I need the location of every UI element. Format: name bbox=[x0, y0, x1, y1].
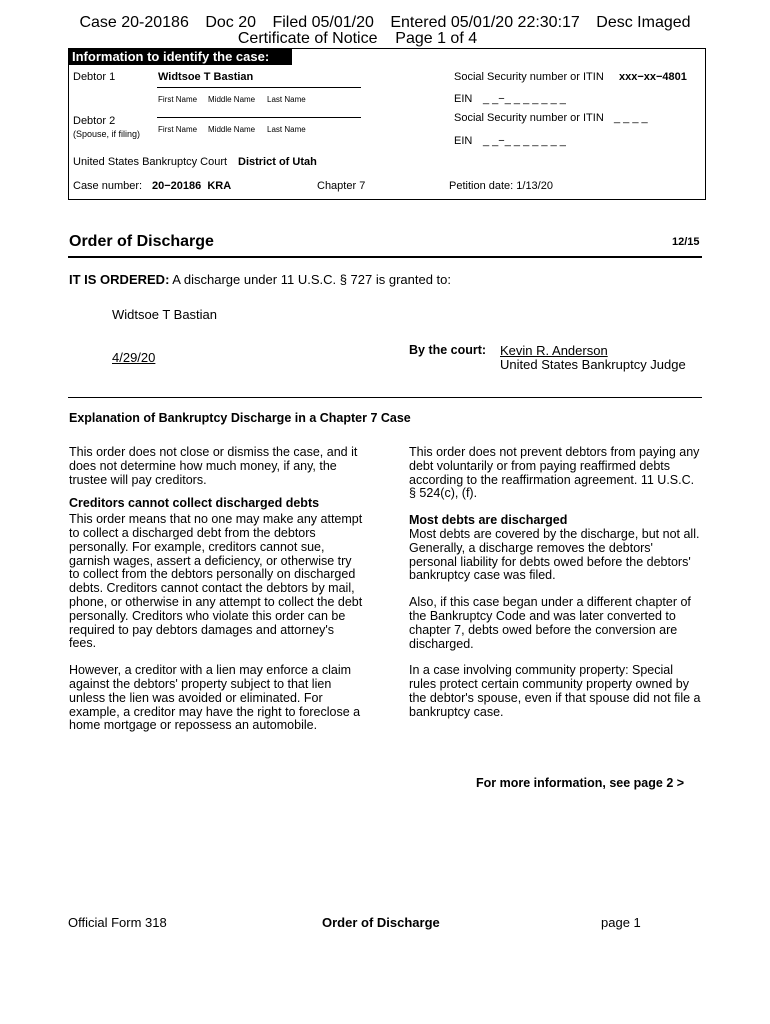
case-number-label: Case number: bbox=[73, 180, 143, 192]
order-date: 4/29/20 bbox=[112, 350, 156, 365]
debtor1-name: Widtsoe T Bastian bbox=[158, 71, 254, 83]
right-paragraph-4: In a case involving community property: Special rules protect certain community property owned by the debtor's spouse, even if that spouse did not file a bankruptcy case. bbox=[409, 663, 701, 719]
debtor1-last-name-caption: Last Name bbox=[267, 95, 306, 104]
desc-imaged: Desc Imaged bbox=[596, 14, 691, 31]
right-paragraph-1: This order does not prevent debtors from paying any debt voluntarily or from paying reaffirmed debts according to the reaffirmation agreement. 11 U.S.C. § 524(c), (f). bbox=[409, 445, 700, 501]
certificate-line bbox=[0, 30, 715, 48]
debtor2-line bbox=[157, 117, 361, 118]
entered-date: Entered 05/01/20 22:30:17 bbox=[390, 14, 580, 31]
ordered-text: A discharge under 11 U.S.C. § 727 is granted to: bbox=[169, 272, 452, 287]
footer-form: Official Form 318 bbox=[68, 915, 167, 930]
debtor1-middle-name-caption: Middle Name bbox=[208, 95, 256, 104]
ein2-label: EIN bbox=[454, 135, 473, 147]
ein1-label: EIN bbox=[454, 93, 473, 105]
debtor1-label: Debtor 1 bbox=[73, 71, 116, 83]
section-rule bbox=[68, 397, 702, 398]
debtor1-line bbox=[157, 87, 361, 88]
case-number-value: 20−20186 KRA bbox=[152, 180, 232, 192]
title-rule bbox=[68, 256, 702, 258]
by-court-label: By the court: bbox=[409, 343, 487, 357]
right-subheading: Most debts are discharged bbox=[409, 513, 568, 528]
filed-date: Filed 05/01/20 bbox=[272, 14, 374, 31]
certificate-label: Certificate of Notice bbox=[237, 30, 378, 47]
debtor1-first-name-caption: First Name bbox=[158, 95, 198, 104]
case-info-box bbox=[68, 48, 706, 200]
court-value: District of Utah bbox=[238, 156, 317, 168]
right-column bbox=[409, 446, 701, 720]
left-paragraph-3: However, a creditor with a lien may enforce a claim against the debtors' property subject to that lien unless the lien was avoided or eliminated. For example, a creditor may have the right to foreclose a home mortgage or repossess an automobile. bbox=[69, 663, 361, 733]
more-info-link[interactable]: For more information, see page 2 > bbox=[476, 776, 685, 790]
ein2-value: _ _−_ _ _ _ _ _ _ bbox=[483, 135, 566, 147]
debtor2-last-name-caption: Last Name bbox=[267, 125, 306, 134]
chapter-label: Chapter 7 bbox=[317, 180, 366, 192]
left-column bbox=[69, 446, 364, 733]
case-id: Case 20-20186 bbox=[79, 14, 189, 31]
left-paragraph-1: This order does not close or dismiss the case, and it does not determine how much money, if any, the trustee will pay creditors. bbox=[69, 445, 358, 487]
petition-date: Petition date: 1/13/20 bbox=[449, 180, 553, 192]
ssn2-label: Social Security number or ITIN bbox=[454, 112, 604, 124]
ssn1-value: xxx−xx−4801 bbox=[619, 71, 687, 83]
ordered-bold: IT IS ORDERED: bbox=[69, 272, 170, 287]
right-paragraph-3: Also, if this case began under a different chapter of the Bankruptcy Code and was later converted to chapter 7, debts owed before the conversion are discharged. bbox=[409, 595, 691, 651]
debtor2-middle-name-caption: Middle Name bbox=[208, 125, 256, 134]
left-subheading: Creditors cannot collect discharged debts bbox=[69, 496, 320, 511]
left-paragraph-2: This order means that no one may make any attempt to collect a discharged debt from the debtors personally. For example, creditors cannot sue, garnish wages, assert a deficiency, or otherwise try to collect from the debtors personally on discharged debts. Creditors cannot contact the debtors by mail, phone, or otherwise in any attempt to collect the debt personally. Creditors who violate this order can be required to pay debtors damages and attorney's fees. bbox=[69, 512, 363, 651]
judge-title: United States Bankruptcy Judge bbox=[500, 357, 686, 372]
explanation-heading: Explanation of Bankruptcy Discharge in a Chapter 7 Case bbox=[69, 411, 411, 425]
case-info-title: Information to identify the case: bbox=[69, 49, 292, 65]
judge-name: Kevin R. Anderson bbox=[500, 343, 608, 358]
form-version: 12/15 bbox=[672, 236, 700, 248]
ssn1-label: Social Security number or ITIN bbox=[454, 71, 604, 83]
doc-number: Doc 20 bbox=[205, 14, 257, 31]
debtor2-first-name-caption: First Name bbox=[158, 125, 198, 134]
discharged-debtor-name: Widtsoe T Bastian bbox=[112, 307, 218, 322]
order-title: Order of Discharge bbox=[69, 233, 214, 250]
footer-page: page 1 bbox=[601, 915, 641, 930]
court-label: United States Bankruptcy Court bbox=[73, 156, 228, 168]
right-paragraph-2: Most debts are covered by the discharge, but not all. Generally, a discharge removes the debtors' personal liability for debts owed before the debtors' bankruptcy case was filed. bbox=[409, 526, 700, 583]
debtor2-sub: (Spouse, if filing) bbox=[73, 129, 141, 139]
ein1-value: _ _−_ _ _ _ _ _ _ bbox=[483, 93, 566, 105]
ssn2-value: _ _ _ _ bbox=[614, 112, 648, 124]
debtor2-label: Debtor 2 bbox=[73, 115, 116, 127]
footer-title: Order of Discharge bbox=[322, 915, 440, 930]
page-of: Page 1 of 4 bbox=[395, 30, 478, 47]
ordered-statement bbox=[69, 272, 451, 287]
